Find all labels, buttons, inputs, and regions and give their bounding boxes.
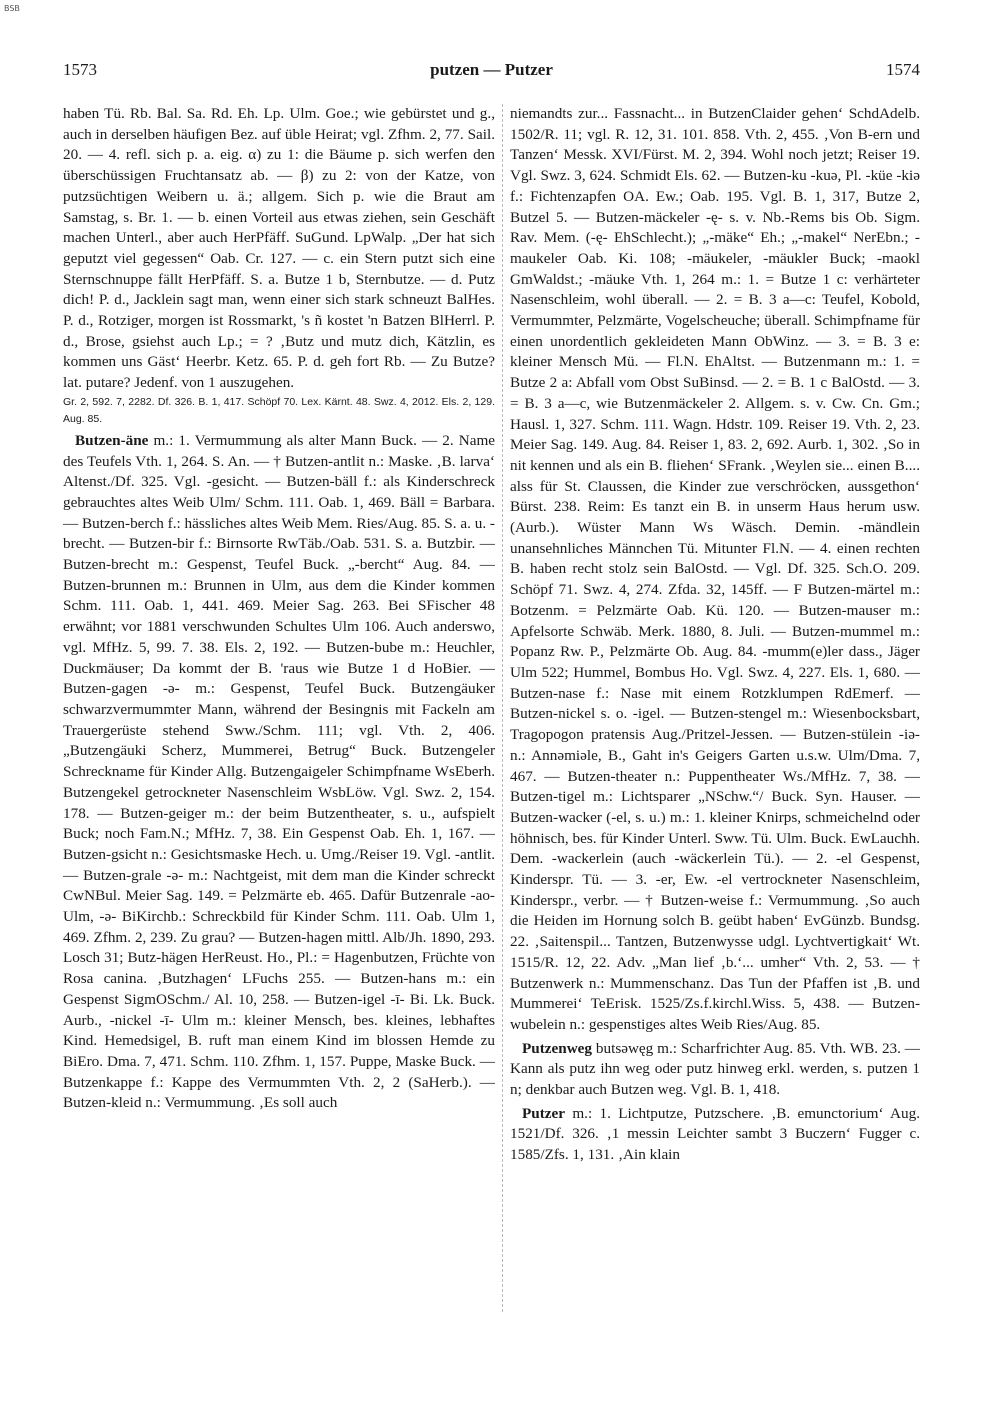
left-column bbox=[63, 104, 495, 1319]
entry-text: haben Tü. Rb. Bal. Sa. Rd. Eh. Lp. Ulm. Goe.; wie gebürstet und g., auch in derselben häufigen Bez. auf üble Heirat; vgl. Zfhm. 2, 77. Sail. 20. — 4. refl. sich p. a. eig. α) zu 1: die Bäume p. sich werfen den überschüssigen Fruchtansatz ab. — β) zu 2: von der Katze, von putzsüchtigen Weibern u. ä.; allgem. Sich p. wie die Braut am Samstag, s. Br. 1. — b. einen Vorteil aus etwas ziehen, sein Geschäft machen Unterl., aber auch HerPfäff. SuGund. LpWalp. „Der hat sich geputzt viel gegessen“ Oab. Cr. 127. — c. ein Stern putzt sich eine Sternschnuppe fällt HerPfäff. S. a. Butze 1 b, Sternbutze. — d. Putz dich! P. d., Jacklein sagt man, wenn einer sich stark schneuzt BalHes. P. d., Rotziger, morgen ist Rossmarkt, 's ñ kostet 'n Batzen BlHerrl. P. d., Brose, gsiehst auch Lp.; = ? ‚Butz und mutz dich, Kätzlin, es kommen uns Gäst‘ Heerbr. Ketz. 65. P. d. geh fort Rb. — Zu Butze? lat. putare? Jedenf. von 1 auszugehen. bbox=[63, 105, 495, 392]
entry-text: m.: 1. Lichtputze, Putzschere. ‚B. emunctorium‘ Aug. 1521/Df. 326. ‚1 messin Leichter sambt 3 Buczern‘ Fugger c. 1585/Zfs. 1, 131. ‚Ain klain bbox=[510, 1104, 920, 1164]
column-divider bbox=[502, 104, 503, 1312]
left-page-number: 1573 bbox=[63, 60, 97, 79]
entry-text: butsəwęg m.: Scharfrichter Aug. 85. Vth. WB. 23. — bbox=[595, 1039, 920, 1057]
dictionary-entry bbox=[63, 431, 495, 1114]
entry-text: m.: 1. Vermummung als alter Mann Buck. — 2. Name des Teufels Vth. 1, 264. S. An. — † Butzen-antlit n.: Maske. ‚B. larva‘ Altenst./Df. 325. Vgl. -gesicht. — Butzen-bäll f.: als Kinderschreck gebrauchtes altes Weib Ulm/ Schm. 111. Oab. 1, 469. Bäll = Barbara. — Butzen-berch f.: hässliches altes Weib Mem. Ries/Aug. 85. S. a. u. -brecht. — Butzen-bir f.: Birnsorte RwTäb./Oab. 531. S. a. Butzbir. — Butzen-brecht m.: Gespenst, Teufel Buck. „-bercht“ Aug. 84. — Butzen-brunnen m.: Brunnen in Ulm, aus dem die Kinder kommen Schm. 111. Oab. 1, 441. 469. Meier Sag. 263. Bei SFischer 48 erwähnt; vor 1881 verschwunden Schultes Ulm 106. Auch anderswo, vgl. MfHz. 5, 99. 7. 38. Els. 2, 192. — Butzen-bube m.: Heuchler, Duckmäuser; Da kommt der B. 'raus wie Butze 1 d HoBier. — Butzen-gagen -ə- m.: Gespenst, Teufel Buck. Butzengäuker schwarzvermummter Mann, während der Besingnis mit Fackeln am Trauergerüste stehend Sww./Schm. 111; vgl. Vth. 2, 406. „Butzengäuki Scherz, Mummerei, Betrug“ Buck. Butzengeler Schreckname für Kinder Allg. Butzengaigeler Schimpfname WsEberh. Butzengekel getrockneter Nasenschleim WsbLöw. Vgl. Swz. 2, 154. 178. — Butzen-geiger m.: der beim Butzentheater, s. u., aufspielt Buck; noch Fam.N.; MfHz. 7, 38. Ein Gespenst Oab. Eh. 1, 167. — Butzen-gsicht n.: Gesichtsmaske Hech. u. Umg./Reiser 19. Vgl. -antlit. — Butzen-grale -ə- m.: Nachtgeist, mit dem man die Kinder schreckt CwNBul. Meier Sag. 149. = Pelzmärte eb. 465. Dafür Butzenrale -ao- Ulm, -ə- BiKirchb.: Schreckbild für Kinder Schm. 111. Oab. Ulm 1, 469. Zfhm. 2, 239. Zu grau? — Butzen-hagen mittl. Alb/Jh. 1890, 293. Losch 31; Butz-hägen HerReust. Ho., Pl.: = Hagenbutzen, Früchte von Rosa canina. ‚Butzhagen‘ LFuchs 255. — Butzen-hans m.: ein Gespenst SigmOSchm./ Al. 10, 258. — Butzen-igel -ī- Bi. Lk. Buck. Aurb., -nickel -ī- Ulm m.: kleiner Mensch, bes. kleines, lebhaftes Kind. Hemedsigel, B. ruft man einem Kind im blossen Hemde zu BiEro. Dma. 7, 471. Schm. 110. Zfhm. 1, 157. Puppe, Maske Buck. — Butzenkappe f.: Kappe des Vermummten Vth. 2, 2 (SaHerb.). — Butzen-kleid n.: Vermummung. ‚Es soll auch bbox=[63, 431, 495, 1112]
dictionary-entry bbox=[510, 1104, 920, 1166]
running-title: putzen — Putzer bbox=[430, 60, 553, 79]
etymology-note: Kann als putz ihn weg oder putz hinweg erkl. werden, s. putzen 1 n; denkbar auch Butzen weg. Vgl. B. 1, 418. bbox=[510, 1060, 920, 1099]
dictionary-entry bbox=[510, 1039, 920, 1101]
headword: Putzenweg bbox=[522, 1039, 593, 1057]
right-page-number: 1574 bbox=[886, 60, 920, 79]
library-mark: BSB bbox=[4, 4, 20, 13]
headword: Butzen-äne bbox=[75, 431, 149, 449]
entry-text: niemandts zur... Fassnacht... in ButzenClaider gehen‘ SchdAdelb. 1502/R. 11; vgl. R. 12, 31. 101. 858. Vth. 2, 455. ‚Von B-ern und Tanzen‘ Messk. XVI/Fürst. M. 2, 394. Wohl noch jetzt; Reiser 19. Vgl. Swz. 3, 624. Schmidt Els. 62. — Butzen-ku -kuə, Pl. -küe -kiə f.: Fichtenzapfen OA. Ew.; Oab. 195. Vgl. B. 1, 317, Butze 2, Butzel 5. — Butzen-mäckeler -ę- s. v. Nb.-Rems bis Ob. Sigm. Rav. Mem. (-ę- EhSchlecht.); „-mäke“ Eh.; „-makel“ NerEbn.; -maukeler Oab. Ki. 108; -mäukeler, -mäukler Buck; -maokl GmWaldst.; -mäuke Vth. 1, 264 m.: 1. = Butze 1 c: verhärteter Nasenschleim, wohl überall. — 2. = B. 3 a—c: Teufel, Kobold, Vermummter, Pelzmärte, Vogelscheuche; überall. Schimpfname für einen unordentlich gekleideten Mann ObWinz. — 3. = B. 3 e: kleiner Mensch Mü. — Fl.N. EhAltst. — Butzenmann m.: 1. = Butze 2 a: Abfall vom Obst SuBinsd. — 2. = B. 1 c BalOstd. — 3. = B. 3 a—c, wie Butzenmäckeler 2. Allgem. s. v. Cw. Cn. Gm.; Hausl. 1, 327. Schm. 111. Wagn. Hdstr. 109. Reiser 19. Vth. 2, 23. Meier Sag. 149. Aug. 84. Reiser 1, 83. 2, 692. Aurb. 1, 302. ‚So in nit kennen und als ein B. fliehen‘ SFrank. ‚Weylen sie... einen B.... alss für St. Claussen, die Kinder zue verschröcken, aussgethon‘ Bürst. 238. Reim: Es tanzt ein B. in unserm Haus herum usw. (Aurb.). Wüster Mann Ws Wäsch. Demin. -mändlein unansehnliches Männchen Tü. Mitunter Fl.N. — 4. einen rechten B. haben recht stolz sein BalOstd. — Vgl. Df. 325. Sch.O. 209. Schöpf 71. Swz. 4, 274. Zfda. 32, 145ff. — F Butzen-märtel m.: Botzenm. = Pelzmärte Oab. Kü. 120. — Butzen-mauser m.: Apfelsorte Schwäb. Merk. 1880, 8. Juli. — Butzen-mummel m.: Popanz Rw. P., Pelzmärte Ob. Aug. 84. -mumm(e)ler dass., Jäger Ulm 522; Hummel, Bombus Ho. Vgl. Swz. 4, 227. Els. 1, 680. — Butzen-nase f.: Nase mit einem Rotzklumpen RdEmerf. — Butzen-nickel s. o. -igel. — Butzen-stengel m.: Wiesenbocksbart, Tragopogon pratensis Aug./Pritzel-Jessen. — Butzen-stülein -iə- n.: Annəmiəle, B., Gaht in's Geigers Garten u.s.w. Ulm/Dma. 7, 467. — Butzen-theater n.: Puppentheater Ws./MfHz. 7, 38. — Butzen-tigel m.: Lichtsparer „NSchw.“/ Buck. Syn. Hauser. — Butzen-wacker (-el, s. u.) m.: 1. kleiner Knirps, schmeichelnd oder höhnisch, bes. für Kinder Unterl. Sww. Tü. Ulm. Buck. EwLauchh. Dem. -wackerlein (auch -wäckerlein Tü.). — 2. -el Gespenst, Kinderspr. Tü. — 3. -er, Ew. -el vertrockneter Nasenschleim, Kinderspr., verbr. — † Butzen-weise f.: Vermummung. ‚So auch die Heiden im Hornung solch B. geübt haben‘ EvGünzb. Bundsg. 22. ‚Saitenspil... Tantzen, Butzenwysse udgl. Lychtvertigkait‘ Wt. 1515/R. 12, 22. Adv. „Man lief ‚b.‘... umher“ Vth. 2, 53. — † Butzenwerk n.: Mummenschanz. Das Tun der Pfaffen ist ‚B. und Mummerei‘ TeErisk. 1525/Zs.f.kirchl.Wiss. 5, 438. — Butzen-wubelein n.: gespenstiges altes Weib Ries/Aug. 85. bbox=[510, 105, 920, 1033]
etymology-note: Gr. 2, 592. 7, 2282. Df. 326. B. 1, 417. Schöpf 70. Lex. Kärnt. 48. Swz. 4, 2012. Els. 2, 129. Aug. 85. bbox=[63, 395, 495, 425]
page-header bbox=[63, 60, 920, 82]
headword: Putzer bbox=[522, 1104, 566, 1122]
right-column bbox=[510, 104, 920, 1319]
